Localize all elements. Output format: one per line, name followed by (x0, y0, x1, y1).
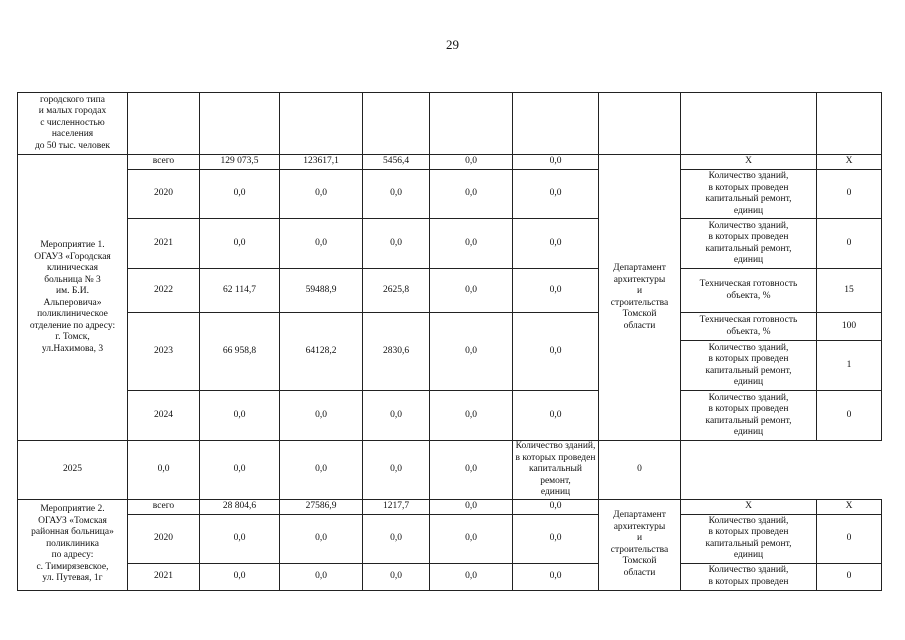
local-cell: 0,0 (430, 514, 513, 563)
local-cell: 0,0 (430, 391, 513, 441)
indicator-name: Количество зданий, в которых проведен капитальный ремонт, единиц (681, 341, 817, 391)
local-cell: 0,0 (430, 155, 513, 170)
indicator-name: Техническая готовность объекта, % (681, 269, 817, 313)
local-cell: 0,0 (430, 313, 513, 391)
year-cell: 2023 (128, 313, 200, 391)
table-row (18, 441, 882, 500)
table-row (18, 269, 882, 313)
regional-cell: 2830,6 (363, 313, 430, 391)
total-cell: 0,0 (200, 219, 280, 269)
indicator-value: 0 (599, 441, 681, 500)
category-label: городского типа и малых городах с численностью населения до 50 тыс. человек (18, 93, 128, 155)
indicator-value: 0 (817, 219, 882, 269)
other-cell: 0,0 (430, 441, 513, 500)
other-cell: 0,0 (513, 313, 599, 391)
table-row (18, 563, 882, 590)
measure-1-executor: Департамент архитектуры и строительства Томской области (599, 155, 681, 441)
other-cell: 0,0 (513, 269, 599, 313)
table-row (18, 219, 882, 269)
total-cell: 0,0 (200, 563, 280, 590)
table-row (18, 313, 882, 341)
regional-cell: 5456,4 (363, 155, 430, 170)
regional-cell: 0,0 (280, 441, 363, 500)
indicator-name: Количество зданий, в которых проведен (681, 563, 817, 590)
year-cell: 2025 (18, 441, 128, 500)
total-cell: 0,0 (200, 391, 280, 441)
federal-cell: 123617,1 (280, 155, 363, 170)
total-cell: 62 114,7 (200, 269, 280, 313)
total-cell: 0,0 (200, 514, 280, 563)
regional-cell: 1217,7 (363, 499, 430, 514)
table-row (18, 155, 882, 170)
indicator-name: Х (681, 155, 817, 170)
table-row (18, 514, 882, 563)
empty-cell (599, 93, 681, 155)
year-cell: 2021 (128, 219, 200, 269)
total-cell: 66 958,8 (200, 313, 280, 391)
indicator-name: Техническая готовность объекта, % (681, 313, 817, 341)
indicator-value: 100 (817, 313, 882, 341)
regional-cell: 2625,8 (363, 269, 430, 313)
empty-cell (363, 93, 430, 155)
regional-cell: 0,0 (363, 170, 430, 219)
total-cell: 129 073,5 (200, 155, 280, 170)
year-cell: 2021 (128, 563, 200, 590)
measure-2-executor: Департамент архитектуры и строительства Томской области (599, 499, 681, 590)
measure-1-title: Мероприятие 1. ОГАУЗ «Городская клиническая больница № 3 им. Б.И. Альперовича» поликлиническое отделение по адресу: г. Томск, ул.Нахимова, 3 (18, 155, 128, 441)
other-cell: 0,0 (513, 563, 599, 590)
year-cell: всего (128, 155, 200, 170)
year-cell: всего (128, 499, 200, 514)
indicator-name: Количество зданий, в которых проведен капитальный ремонт, единиц (681, 391, 817, 441)
regional-cell: 0,0 (363, 391, 430, 441)
regional-cell: 0,0 (363, 563, 430, 590)
local-cell: 0,0 (430, 499, 513, 514)
empty-cell (280, 93, 363, 155)
indicator-value: 0 (817, 514, 882, 563)
table-row (18, 391, 882, 441)
other-cell: 0,0 (513, 219, 599, 269)
indicator-name: Количество зданий, в которых проведен капитальный ремонт, единиц (681, 170, 817, 219)
indicator-value: 15 (817, 269, 882, 313)
empty-cell (430, 93, 513, 155)
regional-cell: 0,0 (363, 514, 430, 563)
total-cell: 28 804,6 (200, 499, 280, 514)
page-number: 29 (446, 37, 459, 52)
year-cell: 2020 (128, 170, 200, 219)
indicator-value: 1 (817, 341, 882, 391)
indicator-value: 0 (817, 170, 882, 219)
header-continuation-row (18, 93, 882, 155)
year-cell: 2020 (128, 514, 200, 563)
other-cell: 0,0 (513, 155, 599, 170)
table-row (18, 499, 882, 514)
empty-cell (817, 93, 882, 155)
local-cell: 0,0 (430, 219, 513, 269)
indicator-value: 0 (817, 563, 882, 590)
other-cell: 0,0 (513, 514, 599, 563)
total-cell: 0,0 (128, 441, 200, 500)
local-cell: 0,0 (430, 269, 513, 313)
indicator-name: Количество зданий, в которых проведен капитальный ремонт, единиц (681, 514, 817, 563)
empty-cell (200, 93, 280, 155)
federal-cell: 59488,9 (280, 269, 363, 313)
federal-cell: 27586,9 (280, 499, 363, 514)
other-cell: 0,0 (513, 170, 599, 219)
local-cell: 0,0 (430, 170, 513, 219)
year-cell: 2024 (128, 391, 200, 441)
measure-2-title: Мероприятие 2. ОГАУЗ «Томская районная больница» поликлиника по адресу: с. Тимирязевское, ул. Путевая, 1г (18, 499, 128, 590)
program-table (17, 92, 882, 591)
total-cell: 0,0 (200, 170, 280, 219)
indicator-name: Количество зданий, в которых проведен капитальный ремонт, единиц (681, 219, 817, 269)
other-cell: 0,0 (513, 499, 599, 514)
federal-cell: 0,0 (280, 563, 363, 590)
federal-cell: 0,0 (280, 219, 363, 269)
other-cell: 0,0 (513, 391, 599, 441)
indicator-name: Х (681, 499, 817, 514)
regional-cell: 0,0 (363, 219, 430, 269)
local-cell: 0,0 (363, 441, 430, 500)
federal-cell: 0,0 (280, 514, 363, 563)
empty-cell (128, 93, 200, 155)
federal-cell: 64128,2 (280, 313, 363, 391)
empty-cell (513, 93, 599, 155)
table-row (18, 170, 882, 219)
federal-cell: 0,0 (280, 170, 363, 219)
federal-cell: 0,0 (200, 441, 280, 500)
indicator-name: Количество зданий, в которых проведен капитальный ремонт, единиц (513, 441, 599, 500)
local-cell: 0,0 (430, 563, 513, 590)
indicator-value: 0 (817, 391, 882, 441)
indicator-value: Х (817, 499, 882, 514)
year-cell: 2022 (128, 269, 200, 313)
indicator-value: Х (817, 155, 882, 170)
federal-cell: 0,0 (280, 391, 363, 441)
empty-cell (681, 93, 817, 155)
